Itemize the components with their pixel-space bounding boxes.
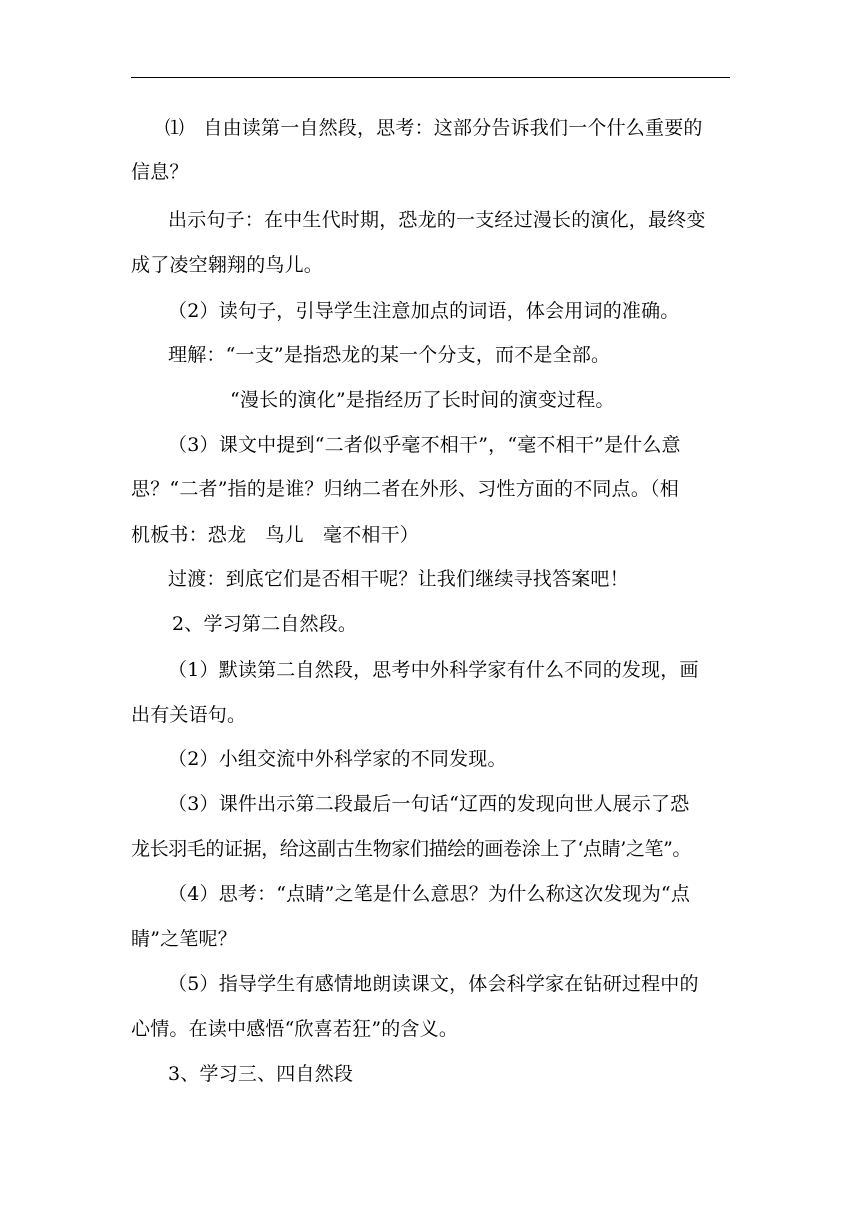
paragraph-line: 思？“二者”指的是谁？归纳二者在外形、习性方面的不同点。（相: [131, 478, 679, 500]
paragraph-line: 睛”之笔呢？: [131, 928, 237, 950]
paragraph-line: 信息？: [131, 161, 189, 183]
paragraph-line: 成了凌空翱翔的鸟儿。: [131, 254, 324, 276]
paragraph-line: 出示句子：在中生代时期，恐龙的一支经过漫长的演化，最终变: [168, 209, 706, 231]
paragraph-line: （2）小组交流中外科学家的不同发现。: [168, 748, 507, 770]
paragraph-line: （2）读句子，引导学生注意加点的词语，体会用词的准确。: [168, 300, 680, 322]
paragraph-line: （3）课文中提到“二者似乎毫不相干”，“毫不相干”是什么意: [168, 434, 681, 456]
paragraph-line: 龙长羽毛的证据，给这副古生物家们描绘的画卷涂上了‘点睛’之笔”。: [131, 838, 691, 860]
paragraph-line: （4）思考：“点睛”之笔是什么意思？为什么称这次发现为“点: [168, 883, 691, 905]
paragraph-line: 机板书：恐龙 鸟儿 毫不相干）: [131, 524, 420, 546]
paragraph-line: ⑴ 自由读第一自然段，思考：这部分告诉我们一个什么重要的: [165, 117, 703, 139]
paragraph-line: 理解：“一支”是指恐龙的某一个分支，而不是全部。: [168, 344, 611, 366]
paragraph-line: 过渡：到底它们是否相干呢？让我们继续寻找答案吧！: [168, 568, 629, 590]
paragraph-line: （1）默读第二自然段，思考中外科学家有什么不同的发现，画: [168, 659, 699, 681]
paragraph-line: （5）指导学生有感情地朗读课文，体会科学家在钻研过程中的: [168, 973, 699, 995]
paragraph-line: 2、学习第二自然段。: [172, 613, 358, 635]
paragraph-line: 心情。在读中感悟“欣喜若狂”的含义。: [131, 1018, 459, 1040]
paragraph-line: “漫长的演化”是指经历了长时间的演变过程。: [230, 389, 615, 411]
header-rule: [131, 77, 730, 78]
paragraph-line: 出有关语句。: [131, 704, 247, 726]
paragraph-line: 3、学习三、四自然段: [168, 1063, 354, 1085]
paragraph-line: （3）课件出示第二段最后一句话“辽西的发现向世人展示了恐: [168, 793, 690, 815]
